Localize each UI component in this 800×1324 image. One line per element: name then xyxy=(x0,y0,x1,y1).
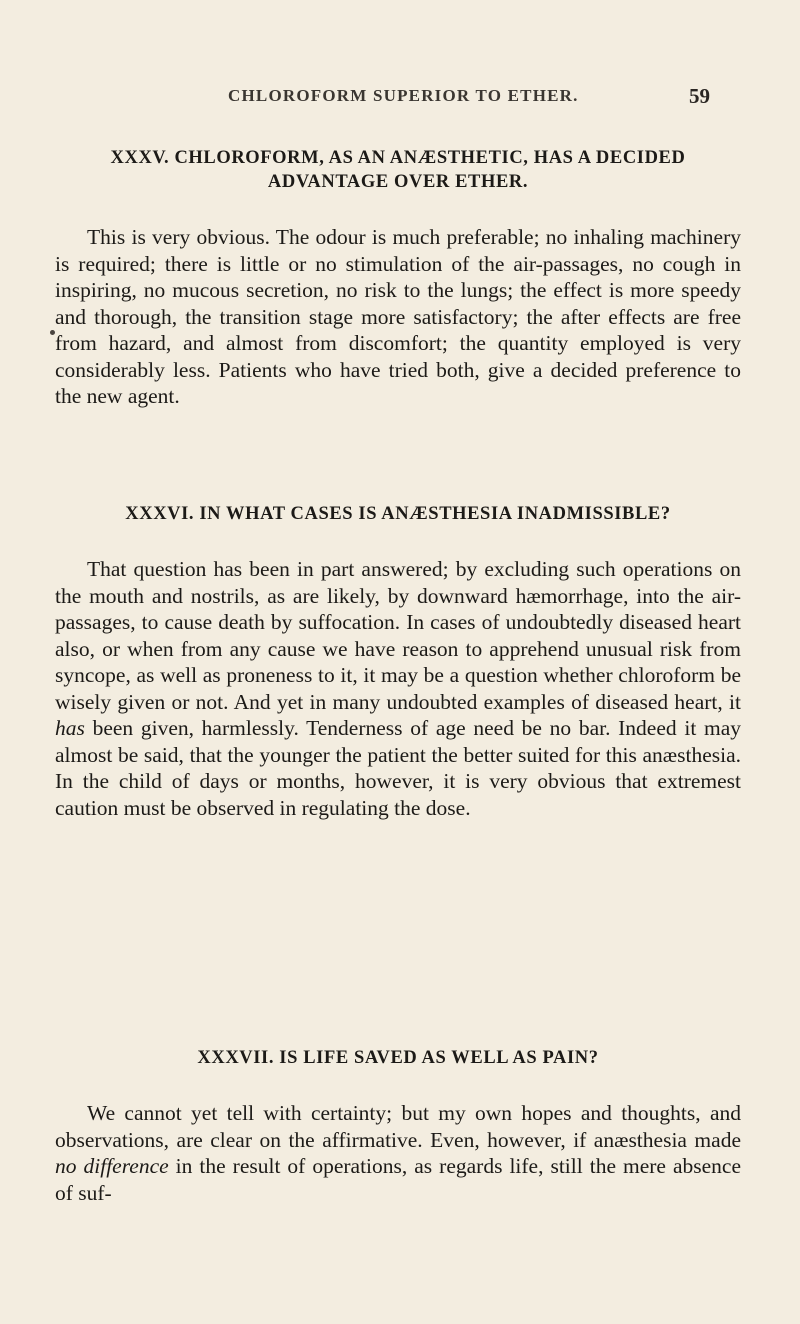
section-body-xxxvii xyxy=(55,1100,741,1206)
section-body-xxxvii-part2: in the result of operations, as regards life, still the mere absence of suf- xyxy=(55,1154,741,1205)
section-heading-xxxvi: XXXVI. IN WHAT CASES IS ANÆSTHESIA INADMISSIBLE? xyxy=(125,504,671,524)
page-number: 59 xyxy=(689,84,710,108)
section-body-xxxvi-part2: been given, harmlessly. Tenderness of age need be no bar. Indeed it may almost be said, that the younger the patient the better suited for this anæsthesia. In the child of days or months, however, it is very obvious that extremest caution must be observed in regulating the dose. xyxy=(55,716,741,820)
section-body-xxxv: This is very obvious. The odour is much preferable; no inhaling machinery is required; there is little or no stimulation of the air-passages, no cough in inspiring, no mucous secretion, no risk to the lungs; the effect is more speedy and thorough, the transition stage more satisfactory; the after effects are free from hazard, and almost from discomfort; the quantity employed is very considerably less. Patients who have tried both, give a decided preference to the new agent. xyxy=(55,225,741,408)
section-heading-xxxvii: XXXVII. IS LIFE SAVED AS WELL AS PAIN? xyxy=(197,1048,599,1068)
section-heading-xxxv-line1: XXXV. CHLOROFORM, AS AN ANÆSTHETIC, HAS A DECIDED xyxy=(110,148,686,168)
section-xxxvi xyxy=(55,502,741,821)
section-body-xxxvii-emphasis: no difference xyxy=(55,1154,169,1178)
section-xxxv xyxy=(55,146,741,410)
running-title: CHLOROFORM SUPERIOR TO ETHER. xyxy=(228,86,579,105)
section-heading-xxxv-line2: ADVANTAGE OVER ETHER. xyxy=(267,172,529,192)
section-body-xxxvii-part1: We cannot yet tell with certainty; but my own hopes and thoughts, and observations, are clear on the affirmative. Even, however, if anæsthesia made xyxy=(55,1101,741,1152)
section-body-xxxvi xyxy=(55,556,741,821)
section-xxxvii xyxy=(55,1046,741,1206)
running-head xyxy=(0,86,800,116)
section-body-xxxvi-emphasis: has xyxy=(55,716,85,740)
section-body-xxxvi-part1: That question has been in part answered; by excluding such operations on the mouth and nostrils, as are likely, by downward hæmorrhage, into the air-passages, to cause death by suffocation. In cases of undoubtedly diseased heart also, or when from any cause we have reason to apprehend unusual risk from syncope, as well as proneness to it, it may be a question whether chloroform be wisely given or not. And yet in many undoubted examples of diseased heart, it xyxy=(55,557,741,714)
